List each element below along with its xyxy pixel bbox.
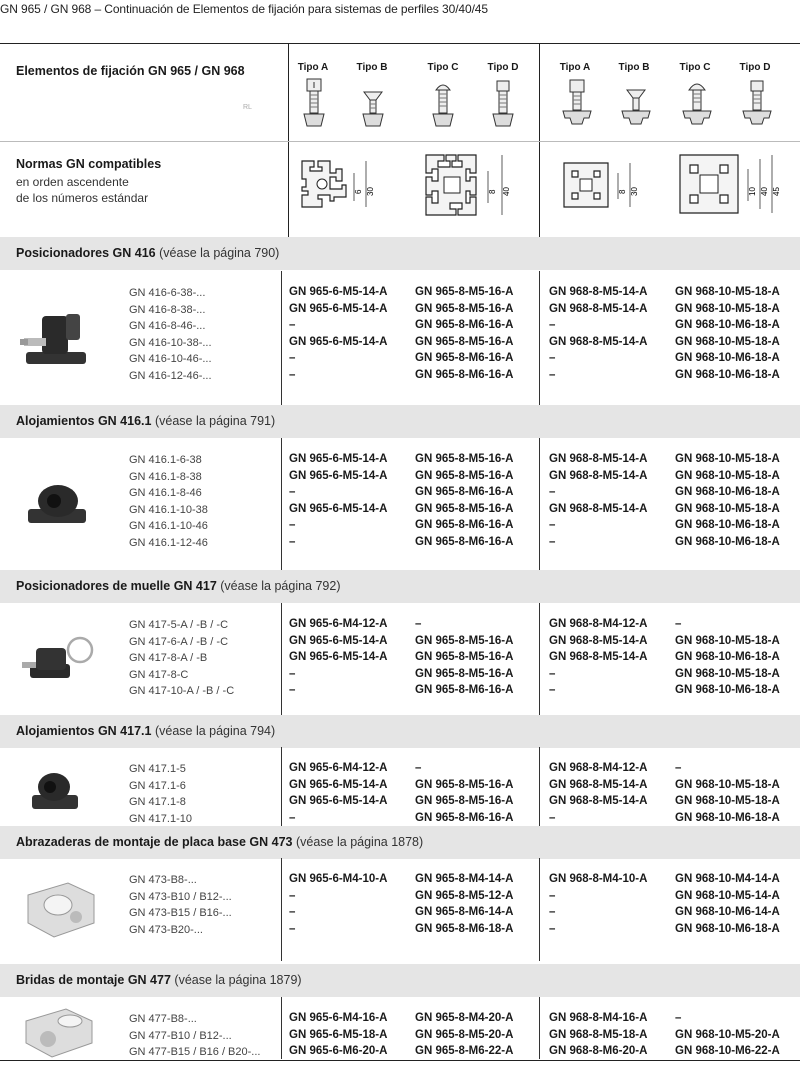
section-title [16,724,275,738]
model-label: GN 417-8-A / -B [129,652,208,665]
compatible-part-number: GN 965-8-M6-16-A [415,684,514,697]
section-title [16,246,279,260]
divider [539,603,540,730]
page-reference: (véase la página 791) [154,414,276,428]
compatible-column [289,760,387,826]
section-body [0,858,800,961]
compatible-part-number: – [289,811,296,824]
compatible-part-number: – [549,535,556,548]
compatible-part-number: – [549,667,556,680]
compatible-column [289,451,387,551]
normas-title: Normas GN compatibles [16,157,162,171]
model-label: GN 416-10-38-... [129,336,212,349]
compatible-part-number: GN 968-8-M6-20-A [549,1045,648,1058]
dim-label: 45 [772,187,781,196]
divider [539,858,540,961]
model-label: GN 417.1-5 [129,763,186,775]
model-list [129,1011,260,1061]
model-list [129,872,232,938]
profile-30-icon [296,151,386,223]
compatible-part-number: GN 968-10-M6-18-A [675,319,780,332]
compatible-part-number: GN 968-10-M6-18-A [675,651,780,664]
compatible-part-number: GN 965-6-M5-14-A [289,335,388,348]
model-label: GN 473-B15 / B16-... [129,907,232,920]
compatible-part-number: GN 968-10-M6-22-A [675,1045,780,1058]
compatibility-table [0,43,800,1061]
compatible-column [415,871,513,937]
model-label: GN 416-8-38-... [129,303,206,316]
compatible-part-number: GN 968-10-M6-18-A [675,368,780,381]
tipo-label: Tipo C [427,62,459,73]
compatible-part-number: GN 965-8-M6-16-A [415,519,514,532]
compatible-part-number: GN 965-8-M5-12-A [415,889,514,902]
housing-icon [18,475,98,540]
header-title: Elementos de fijación GN 965 / GN 968 [16,64,245,78]
compatible-column [415,1010,513,1060]
compatible-part-number: GN 965-8-M6-16-A [415,368,514,381]
compatible-column [675,871,780,937]
model-label: GN 417-8-C [129,668,189,681]
section-header [0,964,800,997]
compatible-part-number: GN 965-6-M4-10-A [289,873,388,885]
section-name: Posicionadores GN 416 [16,246,156,260]
dim-label: 6 [354,189,363,194]
model-label: GN 416-10-46-... [129,353,212,366]
section-title [16,414,275,428]
compatible-part-number: – [549,486,556,499]
compatible-part-number: – [289,889,296,902]
tipo-label: Tipo D [487,62,519,73]
divider [539,438,540,582]
model-label: GN 473-B20-... [129,923,203,936]
section-header [0,715,800,748]
table-header [0,44,800,238]
compatible-part-number: GN 965-6-M5-14-A [289,453,388,465]
profile-45-icon [676,151,786,231]
model-label: GN 416.1-8-46 [129,487,202,500]
compatible-column [289,871,387,937]
section-header [0,237,800,270]
compatible-part-number: GN 965-8-M5-16-A [415,651,514,664]
compatible-part-number: GN 965-8-M6-16-A [415,319,514,332]
section-body [0,271,800,406]
compatible-column [675,1010,780,1060]
compatible-part-number: GN 968-10-M5-18-A [675,469,780,482]
section-title [16,579,341,593]
compatible-part-number: GN 965-8-M5-16-A [415,453,514,465]
compatible-part-number: GN 968-8-M4-12-A [549,762,648,774]
compatible-part-number: GN 965-8-M5-16-A [415,502,514,515]
model-label: GN 477-B15 / B16 / B20-... [129,1046,261,1059]
model-label: GN 416-12-46-... [129,369,212,382]
page-reference: (véase la página 792) [220,579,341,593]
compatible-part-number: GN 968-10-M5-18-A [675,778,780,791]
compatible-column [415,760,513,826]
page-reference: (véase la página 790) [159,246,280,260]
compatible-column [549,616,647,699]
compatible-part-number: GN 965-8-M6-16-A [415,811,514,824]
compatible-part-number: GN 968-8-M5-14-A [549,795,648,808]
compatible-part-number: – [289,906,296,919]
compatible-part-number: GN 965-6-M5-18-A [289,1028,388,1041]
compatible-column [549,284,647,384]
compatible-column [415,616,513,699]
compatible-part-number: GN 968-10-M6-18-A [675,684,780,697]
compatible-part-number: GN 968-10-M5-18-A [675,335,780,348]
compatible-part-number: GN 968-8-M5-14-A [549,778,648,791]
divider [281,271,282,406]
compatible-part-number: GN 968-10-M6-18-A [675,352,780,365]
compatible-column [289,284,387,384]
compatible-part-number: GN 968-10-M5-18-A [675,286,780,298]
model-label: GN 473-B10 / B12-... [129,890,232,903]
section-body [0,603,800,730]
mounting-flange-icon [18,1003,98,1068]
compatible-part-number: GN 968-10-M6-18-A [675,922,780,935]
compatible-part-number: GN 968-8-M5-14-A [549,469,648,482]
model-label: GN 417-10-A / -B / -C [129,685,235,698]
compatible-part-number: GN 965-8-M6-22-A [415,1045,514,1058]
compatible-column [675,451,780,551]
model-label: GN 417-6-A / -B / -C [129,635,229,648]
compatible-part-number: GN 965-6-M4-12-A [289,762,388,774]
compatible-column [549,871,647,937]
section-body [0,997,800,1059]
housing-small-icon [18,759,98,824]
tipo-label: Tipo B [618,62,650,73]
compatible-part-number: GN 968-8-M4-10-A [549,873,648,885]
compatible-part-number: – [549,368,556,381]
normas-subtitle: en orden ascendente [16,175,129,189]
section-title [16,973,302,987]
compatible-part-number: GN 965-8-M5-16-A [415,335,514,348]
header-mark: RL [243,104,252,111]
compatible-part-number: GN 965-8-M6-14-A [415,906,514,919]
compatible-column [289,616,387,699]
tipo-label: Tipo A [559,62,591,73]
model-label: GN 417.1-8 [129,796,186,809]
compatible-part-number: GN 968-10-M6-18-A [675,486,780,499]
compatible-part-number: GN 968-8-M5-14-A [549,502,648,515]
compatible-part-number: GN 965-8-M5-16-A [415,667,514,680]
section-body [0,438,800,582]
compatible-part-number: GN 965-8-M4-20-A [415,1012,514,1024]
compatible-part-number: – [289,922,296,935]
compatible-part-number: GN 965-8-M5-20-A [415,1028,514,1041]
compatible-part-number: GN 968-8-M4-12-A [549,618,648,630]
compatible-part-number: – [289,486,296,499]
section-title [16,835,423,849]
compatible-part-number: – [289,535,296,548]
compatible-part-number: – [289,667,296,680]
model-label: GN 417.1-6 [129,779,186,792]
model-list [129,285,212,385]
base-plate-clamp-icon [18,875,98,950]
section-header [0,405,800,438]
compatible-part-number: – [549,519,556,532]
compatible-column [415,284,513,384]
dim-label: 10 [748,187,757,196]
section-name: Abrazaderas de montaje de placa base GN 473 [16,835,293,849]
divider [539,997,540,1059]
compatible-part-number: GN 968-10-M6-18-A [675,811,780,824]
divider [0,141,800,142]
compatible-part-number: GN 965-6-M5-14-A [289,302,388,315]
page-title: GN 965 / GN 968 – Continuación de Elementos de fijación para sistemas de perfiles 30/40/45 [0,2,488,16]
model-label: GN 417.1-10 [129,812,192,825]
compatible-part-number: – [289,519,296,532]
countersunk-screw-icon [621,78,651,130]
compatible-part-number: GN 965-8-M5-16-A [415,469,514,482]
model-list [129,761,192,827]
hex-screw-icon [742,78,772,130]
page-reference: (véase la página 1878) [296,835,424,849]
compatible-part-number: GN 965-8-M6-16-A [415,352,514,365]
model-label: GN 473-B8-... [129,874,197,886]
compatible-part-number: – [415,762,422,774]
compatible-part-number: GN 968-10-M5-18-A [675,453,780,465]
section-name: Alojamientos GN 417.1 [16,724,152,738]
compatible-part-number: GN 968-10-M5-18-A [675,795,780,808]
compatible-part-number: – [289,352,296,365]
compatible-part-number: GN 968-8-M5-14-A [549,453,648,465]
page-reference: (véase la página 1879) [174,973,302,987]
compatible-part-number: – [549,922,556,935]
compatible-part-number: GN 965-8-M5-16-A [415,634,514,647]
compatible-part-number: – [549,352,556,365]
dim-label: 40 [760,187,769,196]
compatible-part-number: GN 968-8-M5-18-A [549,1028,648,1041]
compatible-part-number: GN 965-8-M4-14-A [415,873,514,885]
model-label: GN 416.1-8-38 [129,470,202,483]
dim-label: 8 [618,189,627,194]
compatible-part-number: – [675,1012,682,1024]
compatible-column [549,451,647,551]
compatible-part-number: – [549,811,556,824]
dim-label: 8 [488,189,497,194]
compatible-part-number: GN 968-10-M5-18-A [675,302,780,315]
compatible-part-number: GN 965-8-M5-16-A [415,286,514,298]
model-label: GN 477-B8-... [129,1013,197,1025]
compatible-column [289,1010,387,1060]
compatible-column [549,760,647,826]
dim-label: 30 [630,187,639,196]
compatible-part-number: GN 965-8-M6-16-A [415,535,514,548]
model-label: GN 416-6-38-... [129,287,206,299]
model-list [129,617,234,700]
compatible-part-number: GN 965-6-M6-20-A [289,1045,388,1058]
model-list [129,452,208,552]
normas-subtitle: de los números estándar [16,191,149,205]
model-label: GN 416.1-6-38 [129,454,202,466]
compatible-part-number: GN 965-8-M6-18-A [415,922,514,935]
compatible-part-number: GN 965-6-M5-14-A [289,651,388,664]
tipo-label: Tipo A [297,62,329,73]
compatible-part-number: – [549,319,556,332]
countersunk-screw-icon [361,78,385,130]
compatible-column [675,760,780,826]
compatible-part-number: GN 965-6-M5-14-A [289,502,388,515]
round-head-screw-icon [682,78,712,130]
compatible-part-number: GN 968-8-M5-14-A [549,651,648,664]
compatible-part-number: GN 965-8-M6-16-A [415,486,514,499]
compatible-part-number: GN 965-8-M5-16-A [415,302,514,315]
section-name: Posicionadores de muelle GN 417 [16,579,217,593]
compatible-part-number: – [549,906,556,919]
page-reference: (véase la página 794) [154,724,276,738]
model-label: GN 477-B10 / B12-... [129,1029,232,1042]
round-head-screw-icon [431,78,455,130]
section-name: Alojamientos GN 416.1 [16,414,152,428]
compatible-part-number: GN 965-6-M5-14-A [289,795,388,808]
compatible-part-number: GN 968-10-M6-14-A [675,906,780,919]
compatible-part-number: – [549,889,556,902]
compatible-column [675,284,780,384]
divider [281,603,282,730]
model-label: GN 416.1-10-46 [129,520,208,533]
compatible-part-number: GN 965-6-M5-14-A [289,286,388,298]
model-label: GN 416-8-46-... [129,320,206,333]
compatible-part-number: – [289,368,296,381]
hex-screw-icon [491,78,515,130]
spring-plunger-icon [18,632,98,697]
compatible-part-number: GN 968-10-M5-18-A [675,667,780,680]
divider [281,858,282,961]
compatible-part-number: GN 968-10-M6-18-A [675,535,780,548]
compatible-part-number: GN 968-8-M5-14-A [549,634,648,647]
dim-label: 30 [366,187,375,196]
compatible-column [415,451,513,551]
compatible-part-number: GN 968-8-M5-14-A [549,286,648,298]
compatible-part-number: – [549,684,556,697]
compatible-part-number: GN 968-8-M5-14-A [549,302,648,315]
section-header [0,570,800,603]
tipo-label: Tipo B [356,62,388,73]
compatible-column [675,616,780,699]
compatible-part-number: GN 965-6-M5-14-A [289,778,388,791]
compatible-part-number: GN 965-8-M5-16-A [415,778,514,791]
tipo-label: Tipo C [679,62,711,73]
compatible-part-number: GN 965-6-M4-16-A [289,1012,388,1024]
tipo-label: Tipo D [739,62,771,73]
model-label: GN 416.1-12-46 [129,536,208,549]
compatible-part-number: GN 965-6-M5-14-A [289,634,388,647]
t-slot-screw-icon [302,78,326,130]
compatible-part-number: GN 968-10-M5-14-A [675,889,780,902]
compatible-part-number: GN 968-10-M5-18-A [675,502,780,515]
compatible-part-number: GN 968-8-M5-14-A [549,335,648,348]
profile-30-icon [560,151,650,223]
compatible-part-number: – [415,618,422,630]
compatible-part-number: GN 965-8-M5-16-A [415,795,514,808]
t-slot-screw-icon [562,78,592,130]
compatible-part-number: – [289,319,296,332]
section-name: Bridas de montaje GN 477 [16,973,171,987]
indexing-plunger-icon [18,304,98,379]
compatible-part-number: GN 968-10-M5-20-A [675,1028,780,1041]
model-label: GN 417-5-A / -B / -C [129,619,229,631]
compatible-column [549,1010,647,1060]
compatible-part-number: GN 965-6-M5-14-A [289,469,388,482]
divider [539,271,540,406]
compatible-part-number: GN 965-6-M4-12-A [289,618,388,630]
compatible-part-number: GN 968-10-M6-18-A [675,519,780,532]
compatible-part-number: GN 968-8-M4-16-A [549,1012,648,1024]
model-label: GN 416.1-10-38 [129,503,208,516]
dim-label: 40 [502,187,511,196]
profile-40-icon [422,151,522,231]
compatible-part-number: GN 968-10-M5-18-A [675,634,780,647]
divider [281,997,282,1059]
compatible-part-number: – [675,618,682,630]
section-header [0,826,800,859]
compatible-part-number: GN 968-10-M4-14-A [675,873,780,885]
compatible-part-number: – [675,762,682,774]
divider [281,438,282,582]
compatible-part-number: – [289,684,296,697]
